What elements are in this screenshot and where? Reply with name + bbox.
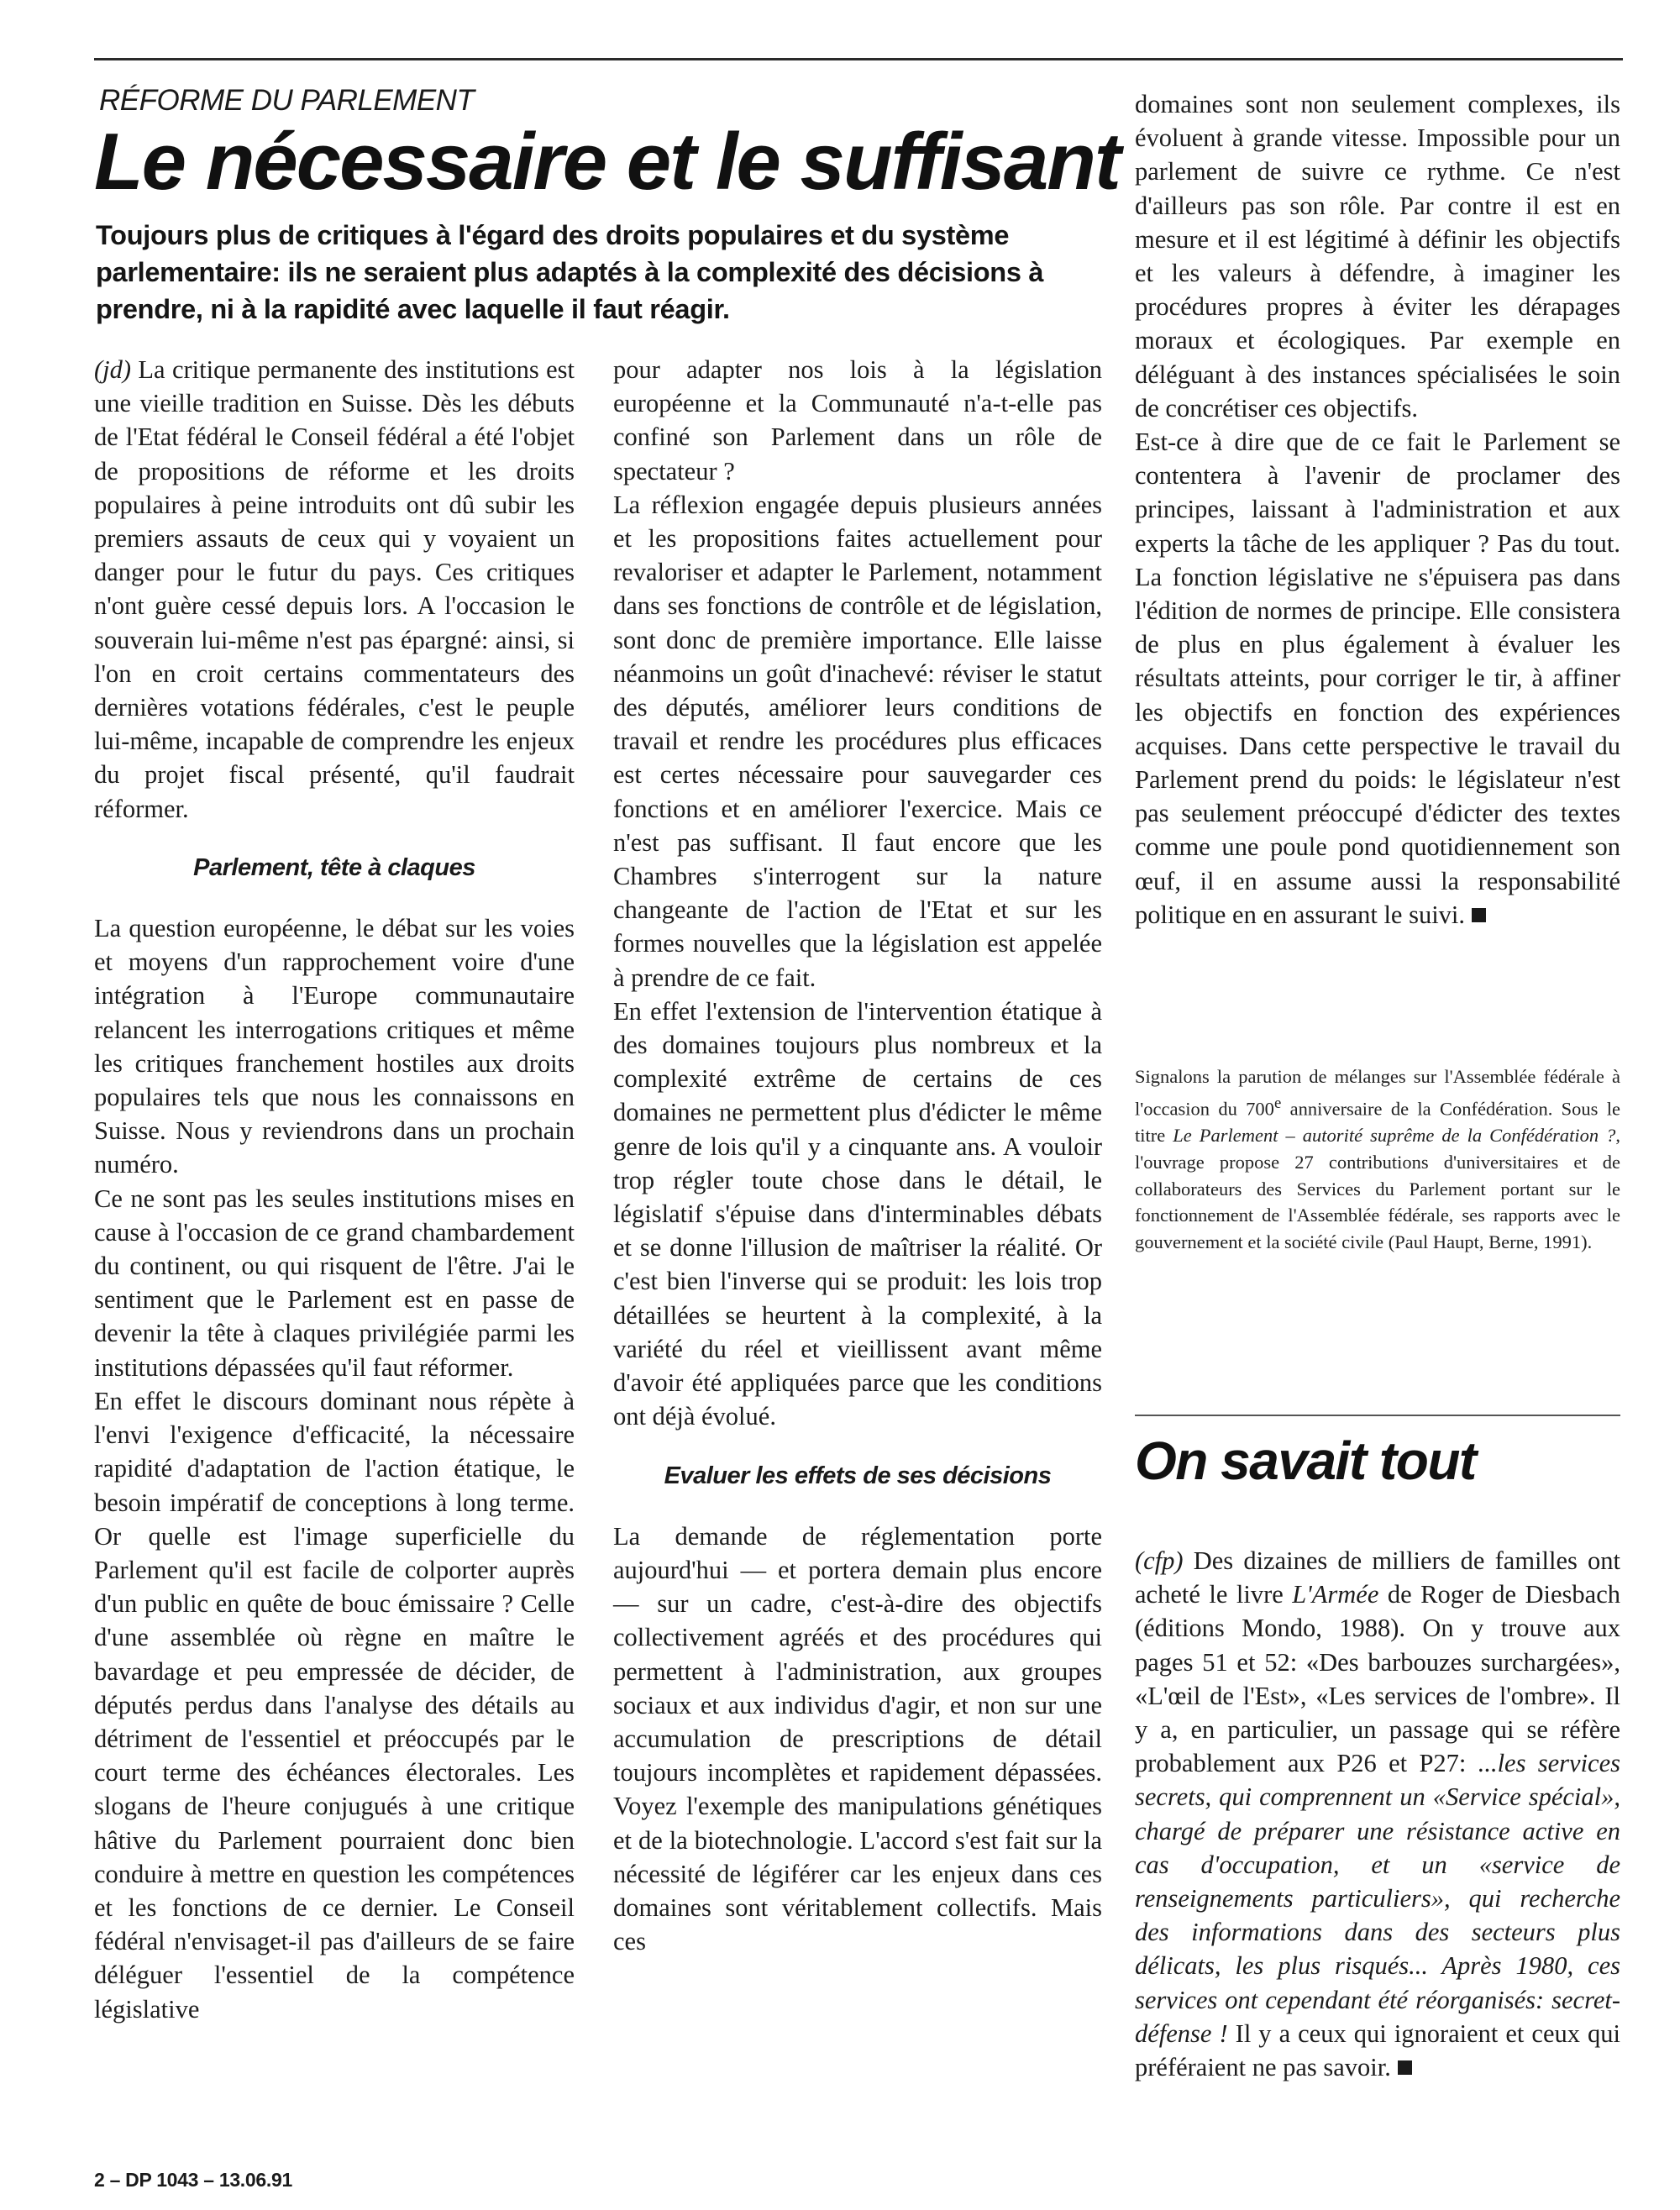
subheading: Evaluer les effets de ses décisions bbox=[664, 1462, 1052, 1489]
quotation: ...les services secrets, qui comprennent un «Service spécial», chargé de préparer une résistance active en cas d'occupation, et un «service de renseignements particuliers», qui recherche des informations dans des secteurs plus délicats, les plus risqués... Après 1980, ces services ont cependant été réorganisés: secret-défense ! bbox=[1135, 1749, 1621, 2048]
article-kicker: RÉFORME DU PARLEMENT bbox=[99, 84, 475, 117]
paragraph: (jd) La critique permanente des institutions est une vieille tradition en Suisse. Dès les débuts de l'Etat fédéral le Conseil fédéral a été l'objet de propositions de réforme et les droits populaires à peine introduits ont dû subir les premiers assauts de ceux qui y voyaient un danger pour le futur du pays. Ces critiques n'ont guère cessé depuis lors. A l'occasion le souverain lui-même n'est pas épargné: ainsi, si l'on en croit certains commentateurs des dernières votations fédérales, c'est le peuple lui-même, incapable de comprendre les enjeux du projet fiscal présenté, qu'il faudrait réformer. bbox=[94, 355, 575, 823]
book-note: Signalons la parution de mélanges sur l'Assemblée fédérale à l'occasion du 700e anniversaire de la Confédération. Sous le titre Le Parlement – autorité suprême de la Confédération ?, l'ouvrage propose 27 contributions d'universitaires et de collaborateurs des Services du Parlement portant sur le fonctionnement de l'Assemblée fédérale, ses rapports avec le gouvernement et la société civile (Paul Haupt, Berne, 1991). bbox=[1135, 1066, 1621, 1253]
paragraph: La réflexion engagée depuis plusieurs années et les propositions faites actuellement pour revaloriser et adapter le Parlement, notamment dans ses fonctions de contrôle et de législation, sont donc de première importance. Elle laisse néanmoins un goût d'inachevé: réviser le statut des députés, améliorer leurs conditions de travail et rendre les procédures plus efficaces est certes nécessaire pour sauvegarder ces fonctions et en améliorer l'exercice. Mais ce n'est pas suffisant. Il faut encore que les Chambres s'interrogent sur la nature changeante de l'action de l'Etat et sur les formes nouvelles que la législation est appelée à prendre de ce fait. bbox=[613, 490, 1102, 992]
paragraph: En effet le discours dominant nous répète à l'envi l'exigence d'efficacité, la nécessaire rapidité d'adaptation de l'action étatique, le besoin impératif de conceptions à long terme. Or quelle est l'image superficielle du Parlement qu'il est facile de colporter auprès d'un public en quête de bouc émissaire ? Celle d'une assemblée où règne en maître le bavardage et peu empressée de décider, de députés perdus dans l'analyse des détails au détriment de l'essentiel et préoccupés par le court terme des échéances électorales. Les slogans de l'heure conjugués à une critique hâtive du Parlement pourraient donc bien conduire à mettre en question les compétences et les fonctions de ce dernier. Le Conseil fédéral n'envisaget-il pas d'ailleurs de se faire déléguer l'essentiel de la compétence législative bbox=[94, 1386, 575, 2024]
article2-body bbox=[1135, 1544, 1620, 2084]
section-rule bbox=[1135, 1415, 1620, 1416]
end-mark-icon bbox=[1472, 908, 1486, 922]
article-column-2 bbox=[613, 353, 1102, 1958]
article-column-1 bbox=[94, 353, 575, 2026]
book-title: Le Parlement – autorité suprême de la Confédération ? bbox=[1173, 1125, 1616, 1147]
article-column-3 bbox=[1135, 87, 1620, 932]
paragraph: Est-ce à dire que de ce fait le Parlement se contentera à l'avenir de proclamer des principes, laissant à l'administration et aux experts la tâche de les appliquer ? Pas du tout. La fonction législative ne s'épuisera pas dans l'édition de normes de principe. Elle consistera de plus en plus également à évaluer les résultats atteints, pour corriger le tir, à affiner les objectifs en fonction des expériences acquises. Dans cette perspective le travail du Parlement prend du poids: le législateur n'est pas seulement préoccupé d'édicter des textes comme une poule pond quotidiennement son œuf, il en assume aussi la responsabilité politique en en assurant le suivi. bbox=[1135, 428, 1620, 929]
author-initials: (jd) bbox=[94, 355, 132, 384]
paragraph: En effet l'extension de l'intervention étatique à des domaines toujours plus nombreux et la complexité extrême de certains de ces domaines ne permettent plus d'édicter le même genre de lois qu'il y a cinquante ans. A vouloir trop régler toute chose dans le détail, le législatif s'épuise dans d'interminables débats et se donne l'illusion de maîtriser la réalité. Or c'est bien l'inverse qui se produit: les lois trop détaillées se heurtent à la complexité, à la variété du réel et vieillissent avant même d'avoir été appliquées parce que les conditions ont déjà évolué. bbox=[613, 996, 1102, 1431]
paragraph: (cfp) Des dizaines de milliers de familles ont acheté le livre L'Armée de Roger de Diesbach (éditions Mondo, 1988). On y trouve aux pages 51 et 52: «Des barbouzes surchargées», «L'œil de l'Est», «Les services de l'ombre». Il y a, en particulier, un passage qui se réfère probablement aux P26 et P27: ...les services secrets, qui comprennent un «Service spécial», chargé de préparer une résistance active en cas d'occupation, et un «service de renseignements particuliers», qui recherche des informations dans des secteurs plus délicats, les plus risqués... Après 1980, ces services ont cependant été réorganisés: secret-défense ! Il y a ceux qui ignoraient et ceux qui préféraient ne pas savoir. bbox=[1135, 1546, 1621, 2082]
paragraph: La demande de réglementation porte aujourd'hui — et portera demain plus encore — sur un cadre, c'est-à-dire des objectifs collectivement agréés et des procédures qui permettent à l'administration, aux groupes sociaux et aux individus d'agir, et non sur une accumulation de prescriptions de détail toujours incomplètes et rapidement dépassées. Voyez l'exemple des manipulations génétiques et de la biotechnologie. L'accord s'est fait sur la nécessité de légiférer car les enjeux dans ces domaines sont véritablement collectifs. Mais ces bbox=[613, 1521, 1102, 1956]
book-title: L'Armée bbox=[1292, 1580, 1379, 1609]
page-footer: 2 – DP 1043 – 13.06.91 bbox=[94, 2169, 292, 2191]
top-rule bbox=[94, 58, 1623, 60]
paragraph: pour adapter nos lois à la législation européenne et la Communauté n'a-t-elle pas confiné son Parlement dans un rôle de spectateur ? bbox=[613, 355, 1102, 486]
paragraph: domaines sont non seulement complexes, ils évoluent à grande vitesse. Impossible pour un parlement de suivre ce rythme. Ce n'est d'ailleurs pas son rôle. Par contre il est en mesure et il est légitimé à définir les objectifs et les valeurs à défendre, à imaginer les procédures propres à éviter les dérapages moraux et écologiques. Par exemple en déléguant à des instances spécialisées le soin de concrétiser ces objectifs. bbox=[1135, 90, 1620, 423]
author-initials: (cfp) bbox=[1135, 1546, 1184, 1575]
article-lead: Toujours plus de critiques à l'égard des droits populaires et du système parlementaire: ils ne seraient plus adaptés à la complexité des décisions à prendre, ni à la rapidité avec laquelle il faut réagir. bbox=[96, 220, 1044, 324]
article-headline: Le nécessaire et le suffisant bbox=[94, 117, 1120, 207]
subheading: Parlement, tête à claques bbox=[193, 853, 475, 881]
paragraph: La question européenne, le débat sur les voies et moyens d'un rapprochement voire d'une intégration à l'Europe communautaire relancent les interrogations critiques et même les critiques franchement hostiles aux droits populaires tels que nous les connaissons en Suisse. Nous y reviendrons dans un prochain numéro. bbox=[94, 914, 575, 1179]
end-mark-icon bbox=[1398, 2060, 1412, 2075]
paragraph: Ce ne sont pas les seules institutions mises en cause à l'occasion de ce grand chambardement du continent, ou qui risquent de l'être. J'ai le sentiment que le Parlement est en passe de devenir la tête à claques privilégiée parmi les institutions dépassées qu'il faut réformer. bbox=[94, 1184, 575, 1382]
article2-headline: On savait tout bbox=[1135, 1430, 1476, 1491]
